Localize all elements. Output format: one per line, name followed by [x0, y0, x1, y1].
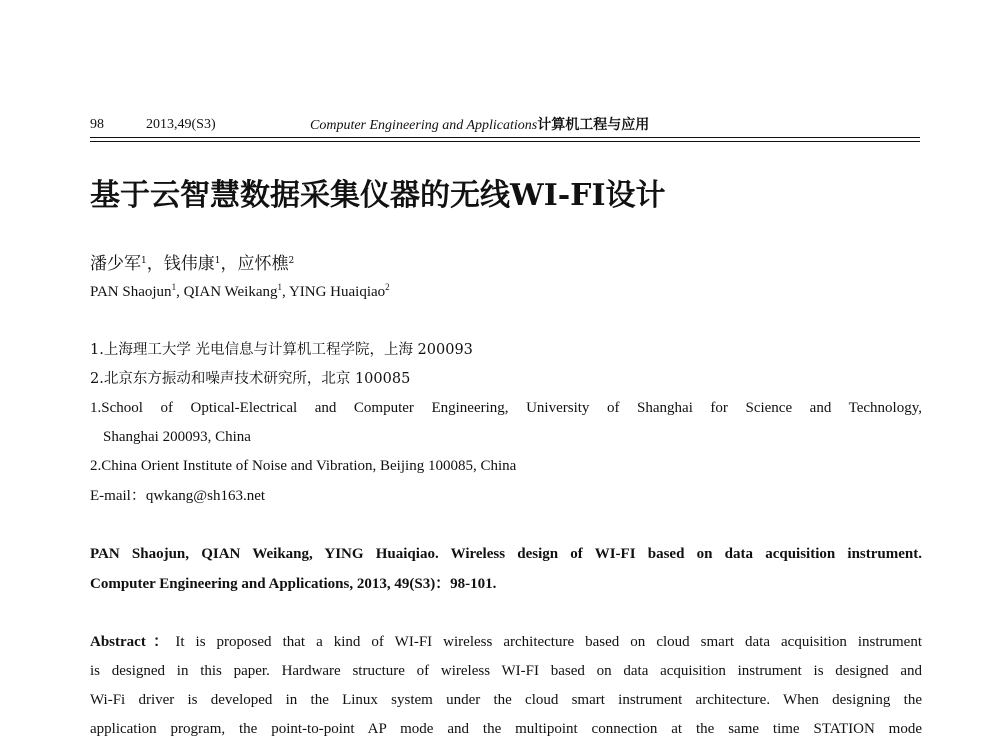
email: E-mail：qwkang@sh163.net — [90, 488, 266, 504]
author-cn: 应怀樵 — [237, 254, 289, 274]
author-affil-mark: 1 — [171, 282, 177, 292]
author-cn: 潘少军 — [90, 254, 141, 274]
author-separator: , — [281, 284, 289, 300]
journal-name — [310, 115, 649, 136]
running-header — [90, 113, 920, 137]
author-affil-mark: 1 — [277, 282, 282, 292]
author-en: YING Huaiqiao — [288, 284, 386, 300]
author-affil-mark: 2 — [385, 282, 390, 292]
affiliation-cn-1: 1.上海理工大学 光电信息与计算机工程学院，上海 200093 — [90, 342, 473, 358]
journal-name-cn: 计算机工程与应用 — [537, 117, 650, 133]
citation-line-1: PAN Shaojun, QIAN Weikang, YING Huaiqiao. Wireless design of WI-FI based on data acquisition instrument. — [90, 546, 922, 562]
affiliation-en-1-cont: Shanghai 200093, China — [103, 429, 251, 445]
header-rule-bottom — [90, 141, 920, 142]
affiliation-en-1: 1.School of Optical-Electrical and Computer Engineering, University of Shanghai for Science and Technology, — [90, 400, 922, 416]
abstract-line-1 — [90, 632, 922, 652]
header-rule-top — [90, 137, 920, 138]
abstract-line-4: application program, the point-to-point AP mode and the multipoint connection at the same time STATION mode — [90, 721, 922, 737]
author-affil-mark: 2 — [288, 256, 295, 266]
paper-title: 基于云智慧数据采集仪器的无线WI-FI设计 — [90, 178, 666, 213]
citation-line-2: Computer Engineering and Applications, 2013, 49(S3)：98-101. — [90, 576, 497, 592]
abstract-line-3: Wi-Fi driver is developed in the Linux system under the cloud smart instrument architecture. When designing the — [90, 692, 922, 708]
journal-name-en: Computer Engineering and Applications — [310, 118, 538, 133]
authors-english — [90, 282, 390, 302]
author-separator: ， — [146, 254, 164, 274]
author-separator: , — [176, 284, 184, 300]
abstract-label: Abstract： — [90, 634, 176, 650]
affiliation-cn-2: 2.北京东方振动和噪声技术研究所，北京 100085 — [90, 371, 411, 387]
abstract-line-2: is designed in this paper. Hardware structure of wireless WI-FI based on data acquisition instrument is designed and — [90, 663, 922, 679]
author-cn: 钱伟康 — [163, 254, 215, 274]
author-separator: ， — [220, 254, 238, 274]
page-number: 98 — [90, 117, 104, 132]
year-volume: 2013,49(S3) — [146, 117, 216, 132]
author-affil-mark: 1 — [141, 256, 147, 266]
abstract-text: It is proposed that a kind of WI-FI wireless architecture based on cloud smart data acquisition instrument — [175, 634, 922, 650]
author-en: QIAN Weikang — [183, 284, 278, 300]
affiliation-en-2: 2.China Orient Institute of Noise and Vibration, Beijing 100085, China — [90, 458, 517, 474]
author-affil-mark: 1 — [214, 256, 221, 266]
authors-chinese — [90, 253, 294, 275]
author-en: PAN Shaojun — [90, 284, 172, 300]
